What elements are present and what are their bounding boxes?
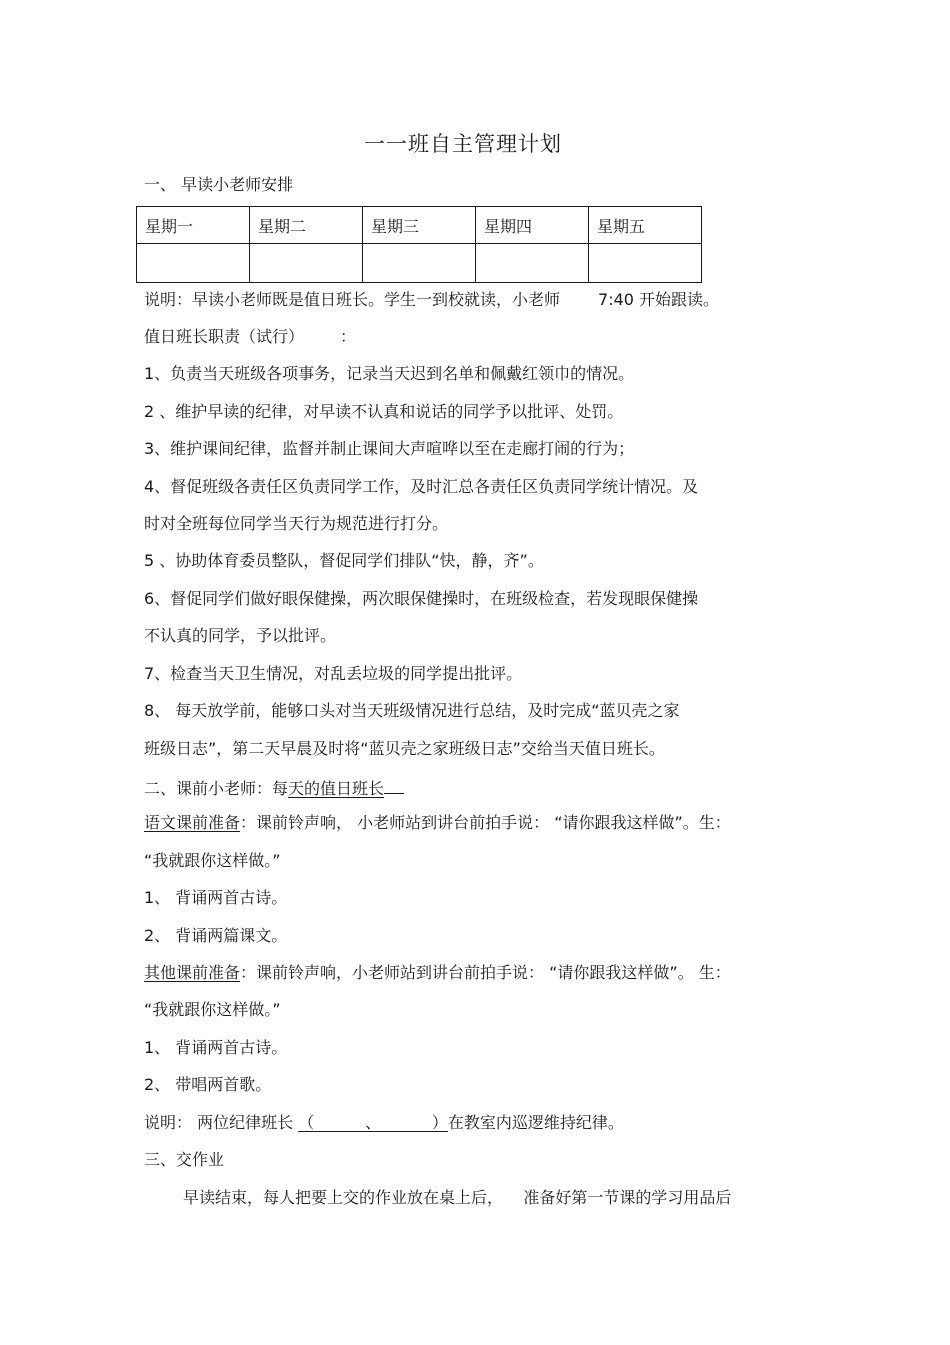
chinese-prep bbox=[144, 812, 731, 834]
schedule-cell bbox=[250, 244, 363, 283]
section3-text: 早读结束，每人把要上交的作业放在桌上后， 准备好第一节课的学习用品后 bbox=[183, 1188, 732, 1207]
other-prep-label: 其他课前准备 bbox=[144, 963, 241, 982]
schedule-cell bbox=[137, 244, 250, 283]
section2-heading bbox=[144, 775, 404, 800]
schedule-cell bbox=[589, 244, 702, 283]
duty-item-continued: 不认真的同学，予以批评。 bbox=[144, 626, 337, 645]
schedule-header-row bbox=[137, 207, 702, 244]
schedule-body-row bbox=[137, 244, 702, 283]
page-title: 一一班自主管理计划 bbox=[364, 132, 562, 156]
schedule-note-time: 7:40 开始跟读。 bbox=[598, 290, 720, 309]
duty-item: 5 、协助体育委员整队，督促同学们排队“快，静，齐”。 bbox=[144, 551, 544, 570]
duty-item: 7、检查当天卫生情况，对乱丢垃圾的同学提出批评。 bbox=[144, 664, 523, 683]
duty-item: 6、督促同学们做好眼保健操，两次眼保健操时，在班级检查，若发现眼保健操 bbox=[144, 589, 699, 608]
other-prep-reply: “我就跟你这样做。” bbox=[144, 1000, 281, 1019]
chinese-prep-label: 语文课前准备 bbox=[144, 813, 241, 832]
duty-item: 4、督促班级各责任区负责同学工作，及时汇总各责任区负责同学统计情况。及 bbox=[144, 477, 699, 496]
duty-title-colon: ： bbox=[340, 327, 357, 346]
chinese-prep-text: ：课前铃声响， 小老师站到讲台前拍手说： “请你跟我这样做”。生： bbox=[240, 813, 731, 832]
discipline-note-prefix: 说明： 两位纪律班长 bbox=[144, 1113, 294, 1132]
schedule-note-text: 说明：早读小老师既是值日班长。学生一到校就读，小老师 bbox=[144, 290, 561, 309]
duty-item: 2 、维护早读的纪律，对早读不认真和说话的同学予以批评、处罚。 bbox=[144, 402, 624, 421]
chinese-prep-item: 1、 背诵两首古诗。 bbox=[144, 888, 288, 907]
duty-item-continued: 时对全班每位同学当天行为规范进行打分。 bbox=[144, 514, 449, 533]
other-prep-text: ：课前铃声响，小老师站到讲台前拍手说： “请你跟我这样做”。 生： bbox=[240, 963, 731, 982]
discipline-note-suffix: 在教室内巡逻维持纪律。 bbox=[447, 1113, 624, 1132]
schedule-header-cell: 星期五 bbox=[589, 207, 702, 244]
duty-title bbox=[144, 326, 356, 348]
schedule-table bbox=[136, 206, 702, 283]
schedule-header-cell: 星期四 bbox=[476, 207, 589, 244]
chinese-prep-reply: “我就跟你这样做。” bbox=[144, 851, 281, 870]
other-prep-item: 2、 带唱两首歌。 bbox=[144, 1075, 272, 1094]
discipline-note bbox=[144, 1112, 624, 1134]
duty-item-continued: 班级日志”，第二天早晨及时将“蓝贝壳之家班级日志”交给当天值日班长。 bbox=[144, 739, 665, 758]
schedule-cell bbox=[476, 244, 589, 283]
discipline-note-blank: （ 、 ） bbox=[298, 1113, 448, 1132]
duty-item: 3、维护课间纪律，监督并制止课间大声喧哗以至在走廊打闹的行为； bbox=[144, 439, 635, 458]
duty-item: 1、负责当天班级各项事务，记录当天迟到名单和佩戴红领巾的情况。 bbox=[144, 364, 635, 383]
section3-heading: 三、交作业 bbox=[144, 1150, 225, 1169]
other-prep-item: 1、 背诵两首古诗。 bbox=[144, 1038, 288, 1057]
schedule-header-cell: 星期二 bbox=[250, 207, 363, 244]
underline-blank bbox=[384, 775, 404, 794]
section2-heading-underlined: 天的值日班长 bbox=[288, 779, 385, 798]
schedule-header-cell: 星期三 bbox=[363, 207, 476, 244]
chinese-prep-item: 2、 背诵两篇课文。 bbox=[144, 926, 288, 945]
schedule-header-cell: 星期一 bbox=[137, 207, 250, 244]
duty-title-text: 值日班长职责（试行） bbox=[144, 327, 305, 346]
section1-heading: 一、 早读小老师安排 bbox=[144, 175, 294, 194]
other-prep bbox=[144, 962, 731, 984]
schedule-note bbox=[144, 289, 719, 311]
section2-heading-prefix: 二、课前小老师：每 bbox=[144, 779, 289, 798]
schedule-cell bbox=[363, 244, 476, 283]
duty-item: 8、 每天放学前，能够口头对当天班级情况进行总结，及时完成“蓝贝壳之家 bbox=[144, 701, 680, 720]
